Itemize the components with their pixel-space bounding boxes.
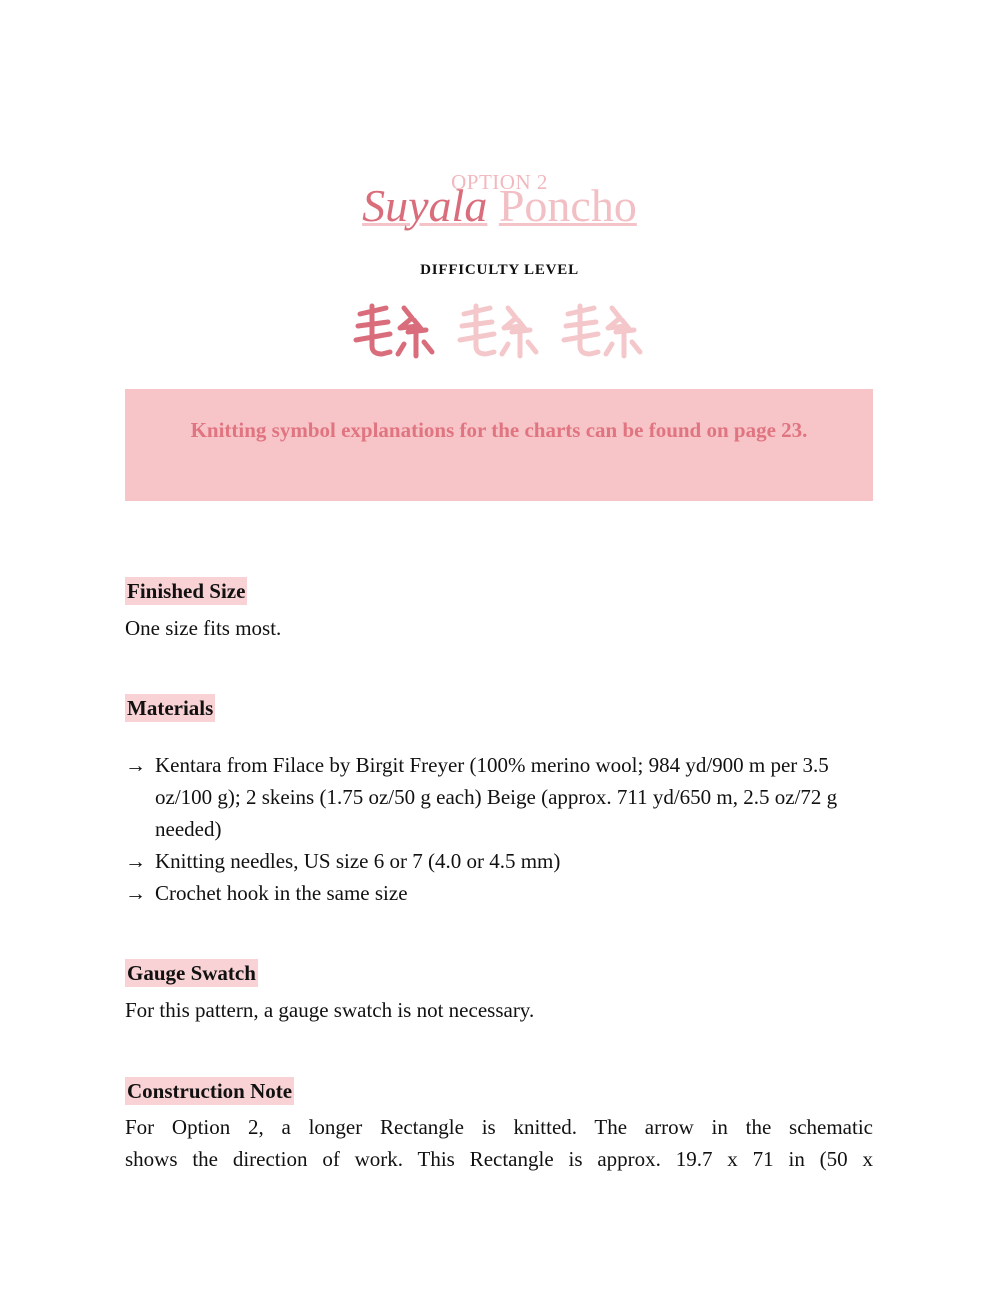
list-item xyxy=(125,877,875,909)
title-part-1: Suyala xyxy=(362,180,488,231)
materials-heading: Materials xyxy=(127,696,214,720)
material-item-text: Crochet hook in the same size xyxy=(155,881,408,905)
construction-note-line-1: For Option 2, a longer Rectangle is knitted. The arrow in the schematic xyxy=(125,1115,873,1139)
chart-symbols-note xyxy=(125,389,873,501)
construction-note-heading: Construction Note xyxy=(127,1079,293,1103)
gauge-swatch-text: For this pattern, a gauge swatch is not necessary. xyxy=(125,998,535,1022)
material-item-text: Knitting needles, US size 6 or 7 (4.0 or 4.5 mm) xyxy=(155,849,561,873)
pattern-title xyxy=(0,180,999,232)
construction-note-line-2: shows the direction of work. This Rectangle is approx. 19.7 x 71 in (50 x xyxy=(125,1147,873,1171)
difficulty-rating xyxy=(352,300,652,362)
gauge-swatch-heading: Gauge Swatch xyxy=(127,961,256,985)
materials-list xyxy=(125,749,875,909)
yarn-glyph-icon-1 xyxy=(352,300,436,362)
finished-size-heading: Finished Size xyxy=(127,579,246,603)
arrow-bullet-icon: → xyxy=(125,753,146,777)
title-block xyxy=(0,168,999,238)
material-item-text: Kentara from Filace by Birgit Freyer (100% merino wool; 984 yd/900 m per 3.5 oz/100 g); 2 skeins (1.75 oz/50 g each) Beige (approx. 711 yd/650 m, 2.5 oz/72 g needed) xyxy=(155,753,838,841)
list-item xyxy=(125,845,875,877)
arrow-bullet-icon: → xyxy=(125,849,146,873)
yarn-glyph-icon-3 xyxy=(560,300,644,362)
list-item xyxy=(125,749,875,845)
finished-size-text: One size fits most. xyxy=(125,616,282,640)
difficulty-label: DIFFICULTY LEVEL xyxy=(420,262,579,278)
option-label: OPTION 2 xyxy=(451,170,548,194)
arrow-bullet-icon: → xyxy=(125,881,146,905)
note-text: Knitting symbol explanations for the charts can be found on page 23. xyxy=(190,418,808,442)
yarn-glyph-icon-2 xyxy=(456,300,540,362)
title-part-2: Poncho xyxy=(498,180,637,231)
